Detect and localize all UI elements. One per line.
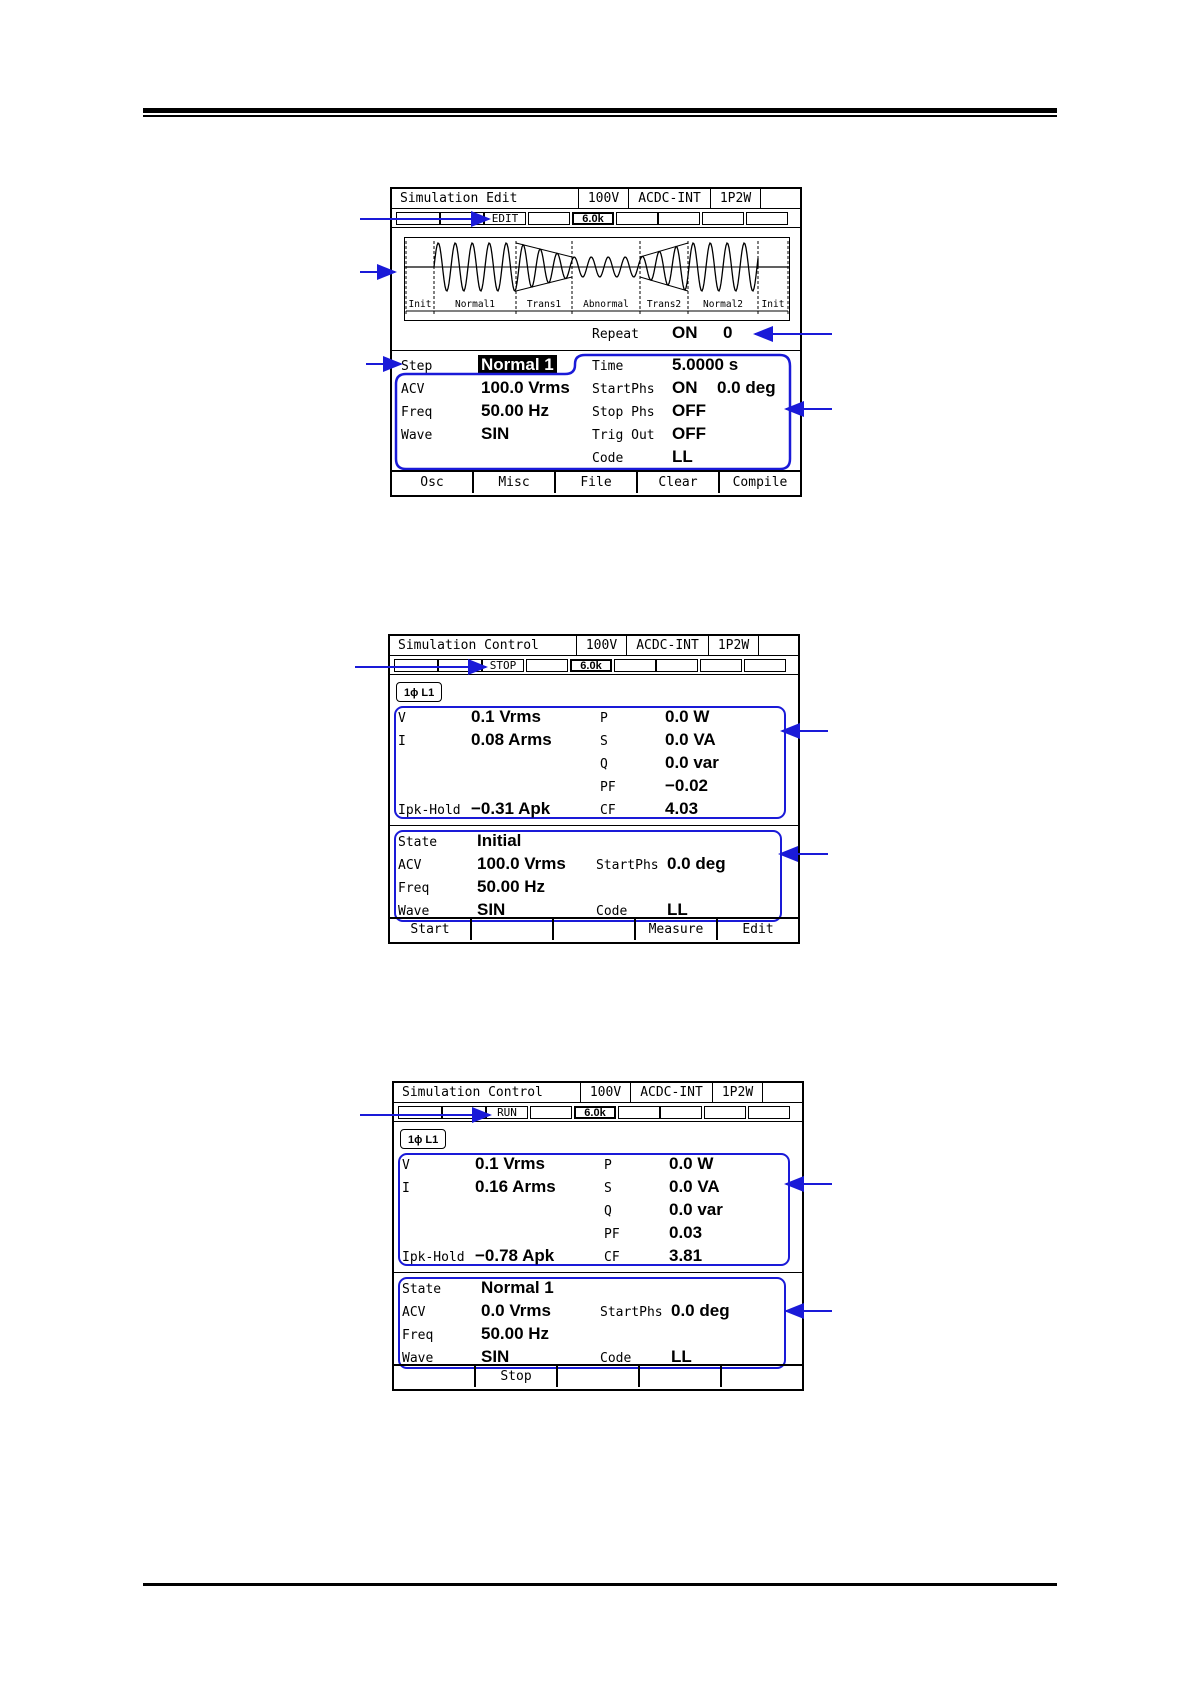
acv-value: 0.0 Vrms [481,1301,551,1320]
ipk-hold-value: −0.31 Apk [471,799,551,818]
mode-indicator: ACDC-INT [627,636,709,655]
time-label: Time [592,359,624,374]
ipk-hold-label: Ipk-Hold [402,1250,465,1265]
segment-label: Normal1 [454,299,496,310]
softkey-3[interactable] [558,1366,640,1387]
repeat-count[interactable]: 0 [723,323,733,342]
i-label: I [402,1181,410,1196]
wave-label: Wave [398,904,430,919]
softkey-file[interactable]: File [556,472,638,493]
s-label: S [604,1181,612,1196]
range-indicator: 100V [579,189,629,208]
settings-callout-frame [392,189,804,479]
segment-label: Trans1 [526,299,562,310]
v-value: 0.1 Vrms [471,707,541,726]
state-label: State [402,1282,442,1297]
startphs-label: StartPhs [596,858,659,873]
cf-label: CF [600,803,616,818]
s-value: 0.0 VA [669,1177,720,1196]
ipk-hold-label: Ipk-Hold [398,803,461,818]
settings-callout-frame [398,1277,786,1369]
v-value: 0.1 Vrms [475,1154,545,1173]
acv-label: ACV [401,382,425,397]
softkey-edit[interactable]: Edit [742,922,774,937]
screen-title: Simulation Control [390,636,577,655]
softkey-5[interactable] [722,1366,802,1387]
repeat-state[interactable]: ON [672,323,698,342]
screen-title: Simulation Edit [392,189,579,208]
softkey-2[interactable] [472,919,554,940]
trigout-value[interactable]: OFF [672,424,706,443]
state-value: Initial [477,831,522,850]
repeat-label: Repeat [592,327,639,342]
code-value: LL [671,1347,692,1366]
freq-value: 50.00 Hz [481,1324,550,1343]
segment-label: Normal2 [702,299,744,310]
freq-range-badge: 6.0k [574,1106,616,1119]
startphs-label: StartPhs [592,382,655,397]
startphs-angle[interactable]: 0.0 deg [717,378,776,397]
code-value: LL [667,900,688,919]
cf-value: 4.03 [665,799,699,818]
s-value: 0.0 VA [665,730,716,749]
startphs-value: 0.0 deg [671,1301,730,1320]
status-badge: EDIT [484,212,526,225]
v-label: V [398,711,406,726]
pf-value: 0.03 [669,1223,703,1242]
acv-value[interactable]: 100.0 Vrms [481,378,570,397]
i-value: 0.16 Arms [475,1177,556,1196]
phase-tab[interactable]: 1ϕ L1 [396,682,442,702]
softkey-measure[interactable]: Measure [636,919,718,940]
status-badge: STOP [482,659,524,672]
freq-label: Freq [402,1328,434,1343]
wiring-indicator: 1P2W [709,636,759,655]
q-label: Q [604,1204,612,1219]
segment-label: Init [761,299,785,310]
state-label: State [398,835,438,850]
softkey-bar [390,917,798,942]
wave-label: Wave [402,1351,434,1366]
cf-label: CF [604,1250,620,1265]
pf-label: PF [600,780,616,795]
settings-callout-frame [394,830,782,922]
header-rule-thin [143,115,1057,117]
stopphs-label: Stop Phs [592,405,655,420]
s-label: S [600,734,608,749]
softkey-osc[interactable]: Osc [392,472,474,493]
range-indicator: 100V [581,1083,631,1102]
trigout-label: Trig Out [592,428,655,443]
cf-value: 3.81 [669,1246,703,1265]
step-label: Step [401,359,433,374]
step-value[interactable]: Normal 1 [478,355,557,375]
p-value: 0.0 W [669,1154,714,1173]
simulation-control-run-screen [392,1081,804,1391]
mode-indicator: ACDC-INT [631,1083,713,1102]
acv-label: ACV [398,858,422,873]
i-label: I [398,734,406,749]
range-indicator: 100V [577,636,627,655]
phase-tab[interactable]: 1ϕ L1 [400,1129,446,1149]
mode-indicator: ACDC-INT [629,189,711,208]
wiring-indicator: 1P2W [711,189,761,208]
q-value: 0.0 var [665,753,719,772]
simulation-control-stop-screen [388,634,800,944]
code-label: Code [600,1351,632,1366]
code-label: Code [592,451,624,466]
code-label: Code [596,904,628,919]
softkey-misc[interactable]: Misc [474,472,556,493]
wave-value[interactable]: SIN [481,424,510,443]
status-bar [394,1103,802,1122]
freq-value[interactable]: 50.00 Hz [481,401,550,420]
header-rule [143,108,1057,113]
stopphs-value[interactable]: OFF [672,401,706,420]
softkey-start[interactable]: Start [390,919,472,940]
softkey-bar [392,470,800,495]
p-label: P [600,711,608,726]
ipk-hold-value: −0.78 Apk [475,1246,555,1265]
segment-label: Init [408,299,432,310]
q-value: 0.0 var [669,1200,723,1219]
state-value: Normal 1 [481,1278,554,1297]
footer-rule [143,1583,1057,1586]
freq-value: 50.00 Hz [477,877,546,896]
softkey-4[interactable] [640,1366,722,1387]
segment-label: Trans2 [646,299,682,310]
acv-label: ACV [402,1305,426,1320]
startphs-state[interactable]: ON [672,378,698,397]
simulation-edit-screen [390,187,802,497]
startphs-value: 0.0 deg [667,854,726,873]
softkey-3[interactable] [554,919,636,940]
status-badge: RUN [486,1106,528,1119]
status-bar [390,656,798,675]
softkey-clear[interactable]: Clear [638,472,720,493]
freq-range-badge: 6.0k [570,659,612,672]
q-label: Q [600,757,608,772]
title-bar [394,1083,802,1103]
freq-label: Freq [398,881,430,896]
freq-label: Freq [401,405,433,420]
i-value: 0.08 Arms [471,730,552,749]
screen-title: Simulation Control [394,1083,581,1102]
code-value[interactable]: LL [672,447,693,466]
softkey-stop[interactable]: Stop [476,1366,558,1387]
wave-label: Wave [401,428,433,443]
freq-range-badge: 6.0k [572,212,614,225]
time-value[interactable]: 5.0000 s [672,355,739,374]
wiring-indicator: 1P2W [713,1083,763,1102]
pf-value: −0.02 [665,776,709,795]
p-value: 0.0 W [665,707,710,726]
softkey-1[interactable] [394,1366,476,1387]
wave-value: SIN [481,1347,510,1366]
acv-value: 100.0 Vrms [477,854,566,873]
title-bar [390,636,798,656]
softkey-compile[interactable]: Compile [732,475,788,490]
pf-label: PF [604,1227,620,1242]
v-label: V [402,1158,410,1173]
softkey-bar [394,1364,802,1389]
startphs-label: StartPhs [600,1305,663,1320]
p-label: P [604,1158,612,1173]
wave-value: SIN [477,900,506,919]
segment-label: Abnormal [583,299,629,310]
